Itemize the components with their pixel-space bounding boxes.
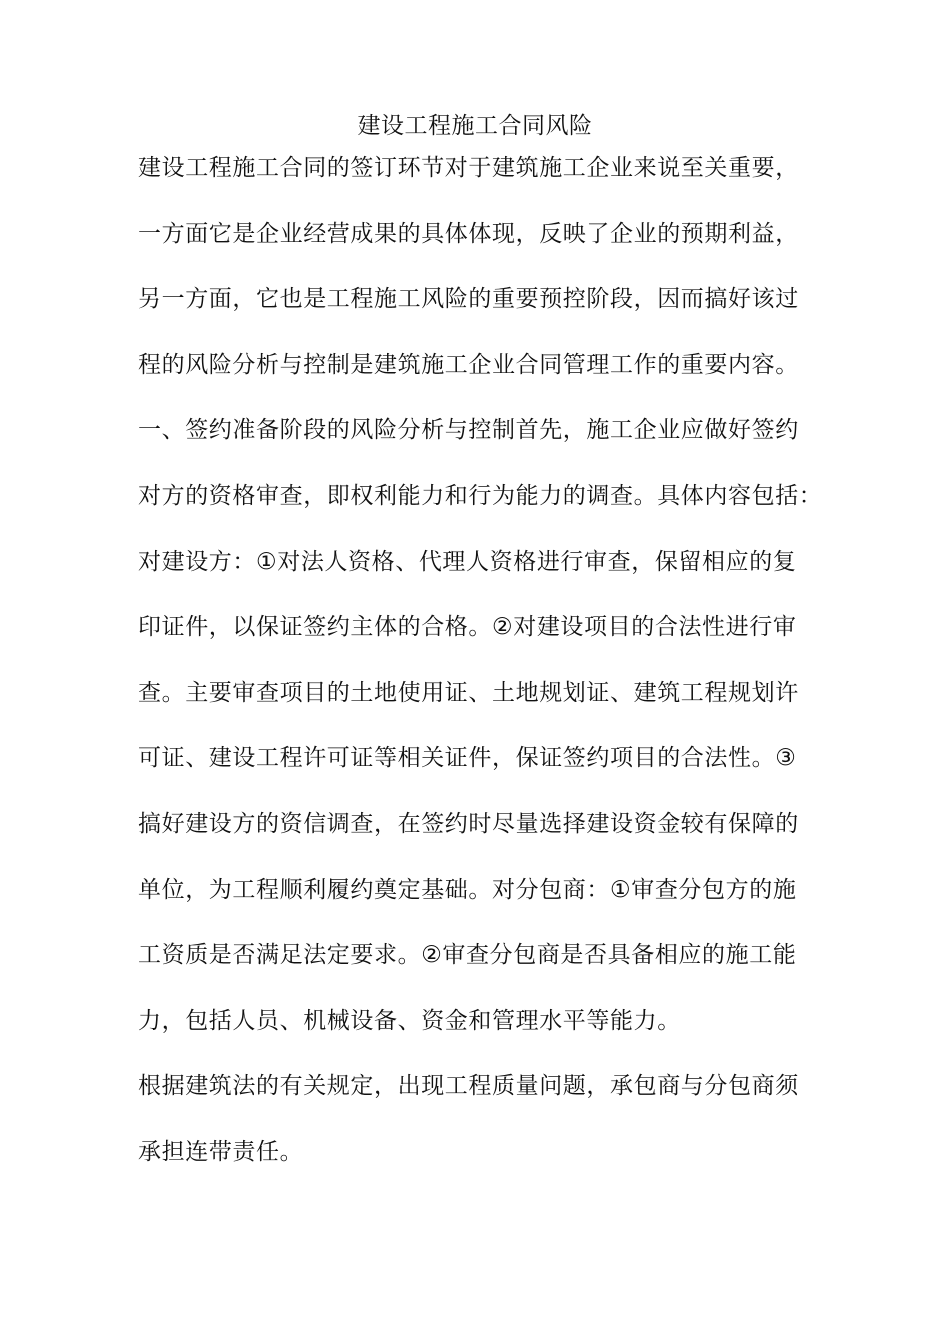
text-line: 工资质是否满足法定要求。②审查分包商是否具备相应的施工能 [138, 942, 797, 969]
text-line: 对方的资格审查，即权利能力和行为能力的调查。具体内容包括： [138, 482, 823, 509]
text-line: 印证件，以保证签约主体的合格。②对建设项目的合法性进行审 [138, 614, 797, 641]
text-line: 程的风险分析与控制是建筑施工企业合同管理工作的重要内容。 [138, 351, 799, 378]
text-line: 承担连带责任。 [138, 1138, 304, 1165]
text-line: 一、签约准备阶段的风险分析与控制首先，施工企业应做好签约 [138, 417, 799, 444]
text-line: 搞好建设方的资信调查，在签约时尽量选择建设资金较有保障的 [138, 810, 799, 837]
document-title: 建设工程施工合同风险 [357, 113, 593, 139]
text-line: 对建设方：①对法人资格、代理人资格进行审查，保留相应的复 [138, 548, 797, 575]
text-line: 根据建筑法的有关规定，出现工程质量问题，承包商与分包商须 [138, 1073, 799, 1100]
text-line: 另一方面，它也是工程施工风险的重要预控阶段，因而搞好该过 [138, 286, 799, 313]
text-line: 可证、建设工程许可证等相关证件，保证签约项目的合法性。③ [138, 745, 797, 772]
text-line: 单位，为工程顺利履约奠定基础。对分包商：①审查分包方的施 [138, 876, 797, 903]
document-body [138, 150, 828, 1200]
text-line: 一方面它是企业经营成果的具体体现，反映了企业的预期利益， [138, 220, 799, 247]
text-line: 查。主要审查项目的土地使用证、土地规划证、建筑工程规划许 [138, 679, 799, 706]
text-line: 力，包括人员、机械设备、资金和管理水平等能力。 [138, 1007, 681, 1034]
text-line: 建设工程施工合同的签订环节对于建筑施工企业来说至关重要， [138, 155, 799, 181]
